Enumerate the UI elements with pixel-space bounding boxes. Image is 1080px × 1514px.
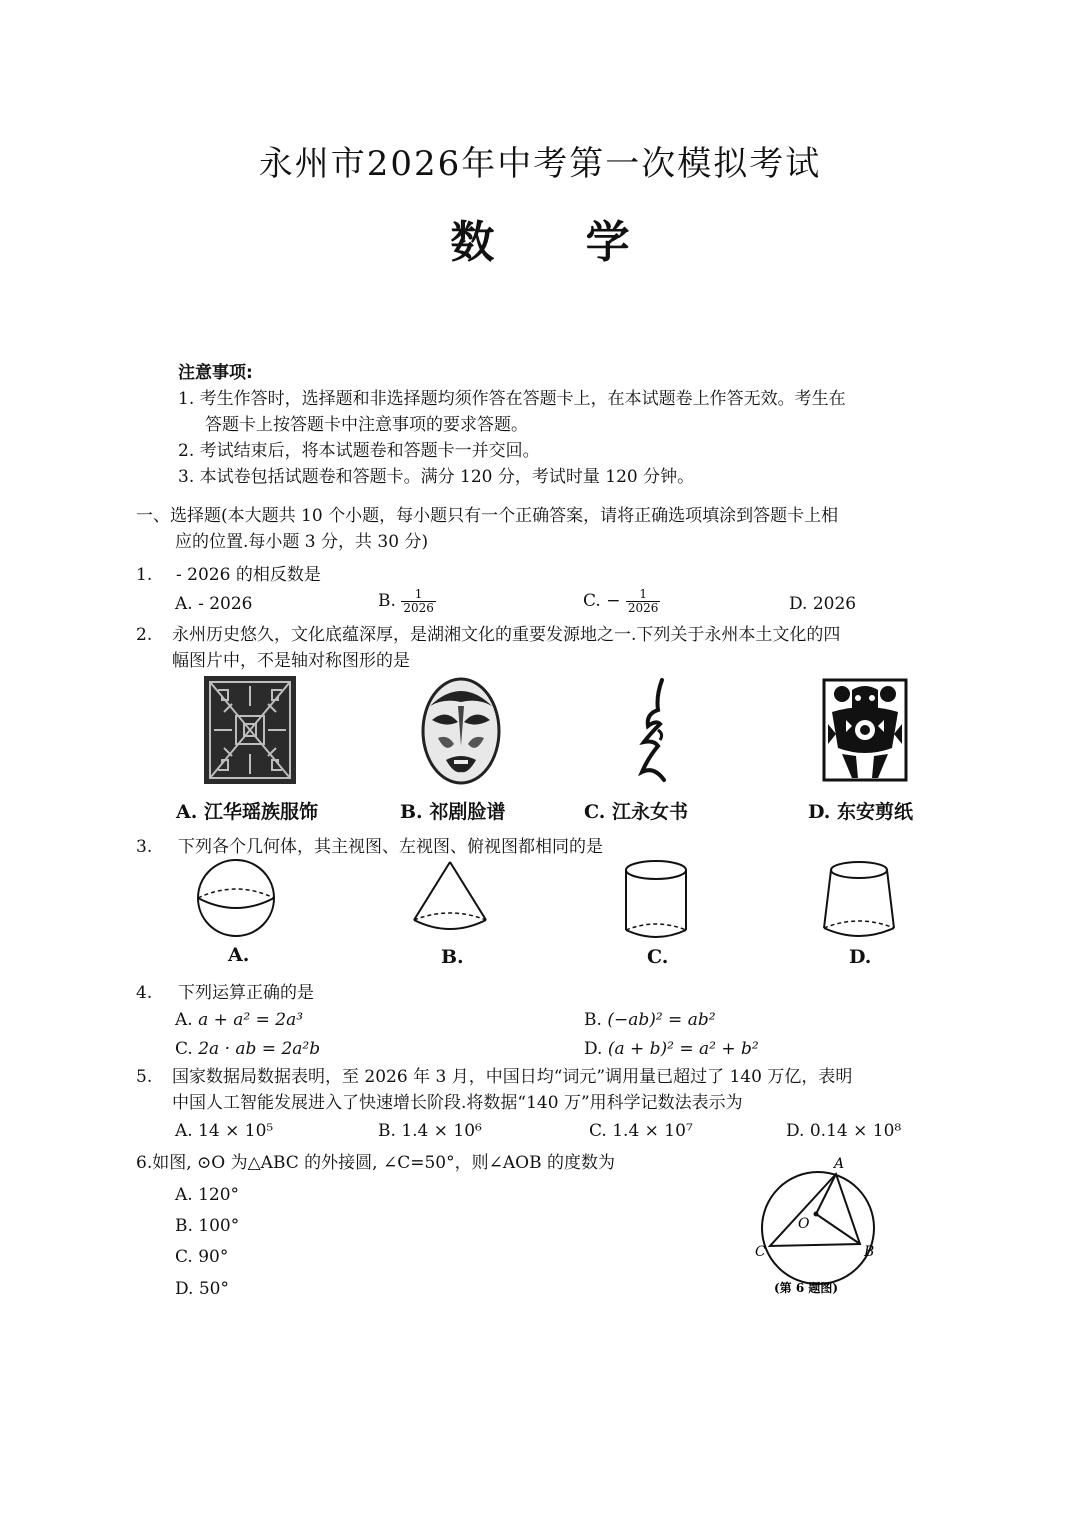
notice-item-1-cont: 答题卡上按答题卡中注意事项的要求答题。 xyxy=(205,415,528,435)
q5-option-b-label: B. xyxy=(378,1121,396,1141)
q1-b-denominator: 2026 xyxy=(403,601,434,615)
q2-caption-d-letter: D. xyxy=(808,801,831,823)
q1-option-c-label: C. xyxy=(583,591,601,611)
q5-option-a-label: A. xyxy=(175,1121,193,1141)
nvshu-script-image xyxy=(634,676,674,784)
q1-option-a: A. - 2026 xyxy=(175,594,253,614)
q4-number: 4. xyxy=(136,983,153,1003)
q4-option-d-label: D. xyxy=(584,1039,603,1059)
q5-option-a-expr: 14 × 10⁵ xyxy=(198,1121,274,1141)
q5-option-c-expr: 1.4 × 10⁷ xyxy=(612,1121,693,1141)
q2-caption-b-letter: B. xyxy=(400,801,423,823)
q2-stem-line1: 永州历史悠久，文化底蕴深厚，是湖湘文化的重要发源地之一.下列关于永州本土文化的四 xyxy=(172,625,841,645)
q6-option-b: B. 100° xyxy=(175,1216,240,1236)
q4-option-b xyxy=(584,1007,716,1033)
q6-option-c: C. 90° xyxy=(175,1247,229,1267)
q2-caption-b xyxy=(400,797,505,824)
q2-stem-line2: 幅图片中，不是轴对称图形的是 xyxy=(172,651,410,671)
q3-stem: 下列各个几何体，其主视图、左视图、俯视图都相同的是 xyxy=(178,837,603,857)
q5-option-a xyxy=(175,1118,273,1144)
section-heading-line1: 一、选择题(本大题共 10 个小题，每小题只有一个正确答案，请将正确选项填涂到答题卡上相 xyxy=(136,506,839,526)
q6-option-d: D. 50° xyxy=(175,1279,229,1299)
yao-costume-pattern-image xyxy=(204,676,296,784)
q3-label-c: C. xyxy=(647,946,669,968)
q6-stem: 6.如图, ⊙O 为△ABC 的外接圆, ∠C=50°，则∠AOB 的度数为 xyxy=(136,1153,615,1173)
q3-label-b: B. xyxy=(441,946,464,968)
q2-caption-d-text: 东安剪纸 xyxy=(837,801,914,823)
q5-stem-line1: 国家数据局数据表明，至 2026 年 3 月，中国日均“词元”调用量已超过了 140 万亿，表明 xyxy=(172,1067,853,1087)
q6-label-b: B xyxy=(864,1244,875,1260)
q2-caption-c xyxy=(584,797,688,824)
q6-label-c: C xyxy=(755,1244,766,1260)
frustum-figure xyxy=(818,858,900,944)
q2-caption-a xyxy=(176,797,318,824)
q5-option-b-expr: 1.4 × 10⁶ xyxy=(401,1121,482,1141)
q4-option-c-label: C. xyxy=(175,1039,193,1059)
q1-number: 1. xyxy=(136,565,153,585)
q5-stem-line2: 中国人工智能发展进入了快速增长阶段.将数据“140 万”用科学记数法表示为 xyxy=(172,1093,743,1113)
cone-figure xyxy=(408,858,492,940)
q4-option-a xyxy=(175,1007,303,1033)
q1-option-b-label: B. xyxy=(378,591,396,611)
q4-option-c-expr: 2a · ab = 2a²b xyxy=(198,1039,321,1059)
q1-c-denominator: 2026 xyxy=(627,601,659,615)
q5-number: 5. xyxy=(136,1067,153,1087)
q2-caption-a-letter: A. xyxy=(176,801,198,823)
subject-title: 数 学 xyxy=(450,217,668,268)
q1-c-numerator: 1 xyxy=(626,588,661,602)
q5-option-c xyxy=(589,1118,693,1144)
q4-stem: 下列运算正确的是 xyxy=(178,983,314,1003)
q1-option-c xyxy=(583,588,660,615)
q4-option-c xyxy=(175,1036,320,1062)
q6-circle-figure xyxy=(748,1150,888,1300)
q4-option-d-expr: (a + b)² = a² + b² xyxy=(607,1039,759,1059)
q6-label-a: A xyxy=(834,1156,845,1172)
q4-option-b-label: B. xyxy=(584,1010,602,1030)
q2-caption-a-text: 江华瑶族服饰 xyxy=(203,801,318,823)
q1-option-d: D. 2026 xyxy=(789,594,857,614)
q1-option-b xyxy=(378,588,436,615)
q1-option-c-fraction xyxy=(626,588,661,615)
section-heading-line2: 应的位置.每小题 3 分，共 30 分) xyxy=(175,532,429,552)
q2-caption-c-text: 江永女书 xyxy=(612,801,689,823)
q5-option-c-label: C. xyxy=(589,1121,607,1141)
q1-b-numerator: 1 xyxy=(401,588,436,602)
q2-caption-c-letter: C. xyxy=(584,801,606,823)
qi-opera-mask-image xyxy=(418,676,504,786)
notice-heading: 注意事项: xyxy=(178,363,253,383)
q6-option-a: A. 120° xyxy=(175,1185,240,1205)
q4-option-a-expr: a + a² = 2a³ xyxy=(198,1010,304,1030)
sphere-figure xyxy=(190,858,282,942)
q4-option-a-label: A. xyxy=(175,1010,193,1030)
notice-item-3: 3. 本试卷包括试题卷和答题卡。满分 120 分，考试时量 120 分钟。 xyxy=(178,467,695,487)
q5-option-d xyxy=(786,1118,901,1144)
q1-option-b-fraction xyxy=(401,588,436,615)
q3-label-d: D. xyxy=(849,946,872,968)
paper-cutting-image xyxy=(822,678,908,782)
q2-number: 2. xyxy=(136,625,153,645)
q1-option-c-sign: − xyxy=(606,591,621,611)
q5-option-d-label: D. xyxy=(786,1121,805,1141)
q4-option-d xyxy=(584,1036,759,1062)
q1-stem: - 2026 的相反数是 xyxy=(176,565,321,585)
q4-option-b-expr: (−ab)² = ab² xyxy=(607,1010,716,1030)
q3-number: 3. xyxy=(136,837,153,857)
cylinder-figure xyxy=(620,858,692,944)
q2-caption-b-text: 祁剧脸谱 xyxy=(429,801,506,823)
q2-caption-d xyxy=(808,797,913,824)
notice-item-1: 1. 考生作答时，选择题和非选择题均须作答在答题卡上，在本试题卷上作答无效。考生在 xyxy=(178,389,846,409)
q5-option-d-expr: 0.14 × 10⁸ xyxy=(809,1121,902,1141)
q5-option-b xyxy=(378,1118,482,1144)
q3-label-a: A. xyxy=(228,944,250,966)
q6-label-o: O xyxy=(798,1216,810,1232)
notice-item-2: 2. 考试结束后，将本试题卷和答题卡一并交回。 xyxy=(178,441,540,461)
exam-title: 永州市2026年中考第一次模拟考试 xyxy=(258,144,822,184)
q6-figure-caption: (第 6 题图) xyxy=(774,1281,839,1295)
